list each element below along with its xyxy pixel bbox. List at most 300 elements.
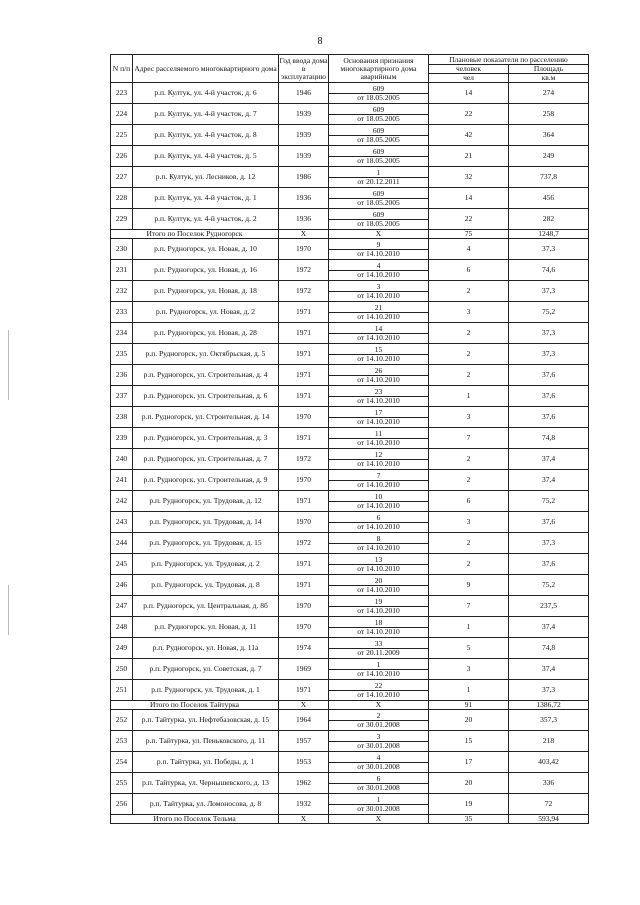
table-row xyxy=(111,239,589,260)
cell-year: 1964 xyxy=(279,710,329,731)
cell-year: 1971 xyxy=(279,554,329,575)
cell-year: 1972 xyxy=(279,281,329,302)
cell-num: 233 xyxy=(111,302,133,323)
basis-date: от 14.10.2010 xyxy=(357,269,400,279)
cell-address: р.п. Рудногорск, ул. Новая, д. 18 xyxy=(133,281,279,302)
cell-year: 1970 xyxy=(279,470,329,491)
cell-num: 255 xyxy=(111,773,133,794)
basis-date: от 14.10.2010 xyxy=(357,458,400,468)
cell-people: 6 xyxy=(429,260,509,281)
basis-number: 33 xyxy=(329,640,428,649)
cell-address: р.п. Рудногорск, ул. Октябрьская, д. 5 xyxy=(133,344,279,365)
cell-num: 229 xyxy=(111,209,133,230)
cell-address: р.п. Рудногорск, ул. Строительная, д. 14 xyxy=(133,407,279,428)
basis-date: от 14.10.2010 xyxy=(357,248,400,258)
cell-people: 7 xyxy=(429,428,509,449)
cell-people: 2 xyxy=(429,344,509,365)
basis-number: 4 xyxy=(329,262,428,271)
basis-number: 6 xyxy=(329,514,428,523)
cell-area: 37,3 xyxy=(509,533,589,554)
cell-people: 20 xyxy=(429,710,509,731)
cell-basis xyxy=(329,302,429,323)
cell-address: р.п. Рудногорск, ул. Трудовая, д. 2 xyxy=(133,554,279,575)
cell-num: 245 xyxy=(111,554,133,575)
table-row xyxy=(111,209,589,230)
cell-people: 2 xyxy=(429,470,509,491)
cell-year: 1936 xyxy=(279,188,329,209)
header-people-unit: чел xyxy=(429,74,509,83)
cell-num: 235 xyxy=(111,344,133,365)
cell-basis xyxy=(329,104,429,125)
cell-year: 1970 xyxy=(279,617,329,638)
cell-year: 1970 xyxy=(279,596,329,617)
table-row xyxy=(111,302,589,323)
cell-people: 3 xyxy=(429,512,509,533)
cell-basis xyxy=(329,344,429,365)
cell-people: 1 xyxy=(429,386,509,407)
basis-number: 7 xyxy=(329,472,428,481)
cell-num: 253 xyxy=(111,731,133,752)
table-row xyxy=(111,575,589,596)
subtotal-row xyxy=(111,230,589,239)
basis-number: 609 xyxy=(329,106,428,115)
table-row xyxy=(111,281,589,302)
basis-number: 14 xyxy=(329,325,428,334)
basis-date: от 14.10.2010 xyxy=(357,584,400,594)
cell-people: 6 xyxy=(429,491,509,512)
cell-people: 2 xyxy=(429,365,509,386)
basis-date: от 14.10.2010 xyxy=(357,500,400,510)
cell-num: 225 xyxy=(111,125,133,146)
subtotal-label: Итого по Поселок Тайтурка xyxy=(111,701,279,710)
cell-people: 2 xyxy=(429,554,509,575)
table-row xyxy=(111,125,589,146)
table-row xyxy=(111,554,589,575)
subtotal-basis: X xyxy=(329,701,429,710)
cell-area: 74,8 xyxy=(509,638,589,659)
cell-address: р.п. Тайтурка, ул. Пеньковского, д. 11 xyxy=(133,731,279,752)
cell-people: 2 xyxy=(429,323,509,344)
cell-area: 37,6 xyxy=(509,512,589,533)
table-row xyxy=(111,188,589,209)
cell-people: 1 xyxy=(429,680,509,701)
header-year: Год ввода дома в эксплуатацию xyxy=(279,55,328,81)
cell-year: 1971 xyxy=(279,302,329,323)
basis-number: 12 xyxy=(329,451,428,460)
basis-date: от 14.10.2010 xyxy=(357,689,400,699)
cell-area: 75,2 xyxy=(509,491,589,512)
header-address: Адрес расселяемого многоквартирного дома xyxy=(133,55,279,83)
cell-num: 238 xyxy=(111,407,133,428)
basis-date: от 14.10.2010 xyxy=(357,332,400,342)
cell-people: 17 xyxy=(429,752,509,773)
cell-basis xyxy=(329,533,429,554)
cell-year: 1957 xyxy=(279,731,329,752)
cell-basis xyxy=(329,365,429,386)
cell-basis xyxy=(329,773,429,794)
cell-basis xyxy=(329,575,429,596)
basis-date: от 14.10.2010 xyxy=(357,626,400,636)
cell-people: 22 xyxy=(429,104,509,125)
cell-people: 5 xyxy=(429,638,509,659)
cell-address: р.п. Рудногорск, ул. Трудовая, д. 15 xyxy=(133,533,279,554)
cell-year: 1939 xyxy=(279,125,329,146)
cell-basis xyxy=(329,659,429,680)
cell-year: 1986 xyxy=(279,167,329,188)
cell-basis xyxy=(329,167,429,188)
cell-year: 1971 xyxy=(279,428,329,449)
resettlement-table xyxy=(110,54,589,824)
basis-number: 1 xyxy=(329,661,428,670)
cell-address: р.п. Рудногорск, ул. Новая, д. 2 xyxy=(133,302,279,323)
cell-area: 37,3 xyxy=(509,323,589,344)
cell-people: 4 xyxy=(429,239,509,260)
header-area: Площадь xyxy=(509,65,589,74)
cell-address: р.п. Рудногорск, ул. Центральная, д. 8б xyxy=(133,596,279,617)
cell-address: р.п. Рудногорск, ул. Трудовая, д. 1 xyxy=(133,680,279,701)
cell-basis xyxy=(329,386,429,407)
subtotal-people: 35 xyxy=(429,815,509,824)
cell-basis xyxy=(329,449,429,470)
cell-area: 357,3 xyxy=(509,710,589,731)
table-row xyxy=(111,167,589,188)
basis-number: 17 xyxy=(329,409,428,418)
cell-area: 37,4 xyxy=(509,470,589,491)
cell-area: 37,6 xyxy=(509,554,589,575)
cell-address: р.п. Рудногорск, ул. Новая, д. 10 xyxy=(133,239,279,260)
cell-people: 2 xyxy=(429,449,509,470)
table-row xyxy=(111,449,589,470)
basis-date: от 14.10.2010 xyxy=(357,542,400,552)
cell-address: р.п. Рудногорск, ул. Трудовая, д. 8 xyxy=(133,575,279,596)
cell-address: р.п. Рудногорск, ул. Строительная, д. 4 xyxy=(133,365,279,386)
cell-num: 250 xyxy=(111,659,133,680)
subtotal-row xyxy=(111,815,589,824)
basis-date: от 14.10.2010 xyxy=(357,395,400,405)
basis-number: 1 xyxy=(329,796,428,805)
cell-basis xyxy=(329,83,429,104)
cell-address: р.п. Култук, ул. Лесников, д. 12 xyxy=(133,167,279,188)
cell-address: р.п. Рудногорск, ул. Строительная, д. 6 xyxy=(133,386,279,407)
table-row xyxy=(111,596,589,617)
table-row xyxy=(111,83,589,104)
basis-date: от 14.10.2010 xyxy=(357,374,400,384)
cell-basis xyxy=(329,554,429,575)
table-row xyxy=(111,146,589,167)
cell-num: 239 xyxy=(111,428,133,449)
cell-year: 1946 xyxy=(279,83,329,104)
cell-year: 1939 xyxy=(279,104,329,125)
cell-year: 1953 xyxy=(279,752,329,773)
table-row xyxy=(111,731,589,752)
cell-people: 2 xyxy=(429,533,509,554)
cell-num: 246 xyxy=(111,575,133,596)
table-row xyxy=(111,260,589,281)
cell-year: 1974 xyxy=(279,638,329,659)
basis-number: 23 xyxy=(329,388,428,397)
cell-area: 37,6 xyxy=(509,365,589,386)
cell-basis xyxy=(329,239,429,260)
header-people: человек xyxy=(429,65,509,74)
cell-people: 7 xyxy=(429,596,509,617)
cell-year: 1962 xyxy=(279,773,329,794)
cell-area: 75,2 xyxy=(509,302,589,323)
subtotal-people: 91 xyxy=(429,701,509,710)
cell-year: 1936 xyxy=(279,209,329,230)
basis-number: 3 xyxy=(329,733,428,742)
cell-area: 37,3 xyxy=(509,344,589,365)
basis-number: 4 xyxy=(329,754,428,763)
cell-num: 224 xyxy=(111,104,133,125)
basis-date: от 20.11.2009 xyxy=(357,647,400,657)
cell-basis xyxy=(329,710,429,731)
basis-number: 18 xyxy=(329,619,428,628)
basis-number: 2 xyxy=(329,712,428,721)
cell-basis xyxy=(329,470,429,491)
table-row xyxy=(111,773,589,794)
basis-date: от 14.10.2010 xyxy=(357,521,400,531)
subtotal-basis: X xyxy=(329,815,429,824)
cell-area: 282 xyxy=(509,209,589,230)
table-row xyxy=(111,617,589,638)
basis-number: 9 xyxy=(329,241,428,250)
basis-number: 6 xyxy=(329,775,428,784)
cell-address: р.п. Култук, ул. 4-й участок, д. 5 xyxy=(133,146,279,167)
table-row xyxy=(111,794,589,815)
cell-num: 232 xyxy=(111,281,133,302)
cell-area: 403,42 xyxy=(509,752,589,773)
cell-num: 223 xyxy=(111,83,133,104)
table-row xyxy=(111,533,589,554)
basis-number: 609 xyxy=(329,190,428,199)
cell-num: 241 xyxy=(111,470,133,491)
basis-number: 609 xyxy=(329,85,428,94)
subtotal-area: 593,94 xyxy=(509,815,589,824)
subtotal-people: 75 xyxy=(429,230,509,239)
table-row xyxy=(111,386,589,407)
cell-year: 1972 xyxy=(279,260,329,281)
table-row xyxy=(111,659,589,680)
cell-num: 240 xyxy=(111,449,133,470)
basis-number: 609 xyxy=(329,127,428,136)
cell-year: 1971 xyxy=(279,365,329,386)
cell-basis xyxy=(329,428,429,449)
table-row xyxy=(111,512,589,533)
basis-date: от 14.10.2010 xyxy=(357,479,400,489)
cell-num: 254 xyxy=(111,752,133,773)
cell-area: 37,6 xyxy=(509,386,589,407)
cell-address: р.п. Тайтурка, ул. Ломоносова, д. 8 xyxy=(133,794,279,815)
cell-basis xyxy=(329,323,429,344)
cell-address: р.п. Рудногорск, ул. Новая, д. 16 xyxy=(133,260,279,281)
cell-num: 249 xyxy=(111,638,133,659)
cell-area: 737,8 xyxy=(509,167,589,188)
subtotal-year: X xyxy=(279,815,329,824)
table-row xyxy=(111,104,589,125)
cell-num: 247 xyxy=(111,596,133,617)
cell-address: р.п. Рудногорск, ул. Новая, д. 28 xyxy=(133,323,279,344)
cell-num: 227 xyxy=(111,167,133,188)
cell-basis xyxy=(329,281,429,302)
subtotal-basis: X xyxy=(329,230,429,239)
cell-basis xyxy=(329,638,429,659)
basis-number: 22 xyxy=(329,682,428,691)
cell-area: 37,4 xyxy=(509,449,589,470)
cell-area: 37,3 xyxy=(509,239,589,260)
basis-number: 26 xyxy=(329,367,428,376)
basis-date: от 30.01.2008 xyxy=(357,803,400,813)
basis-date: от 18.05.2005 xyxy=(357,218,400,228)
cell-year: 1969 xyxy=(279,659,329,680)
cell-people: 1 xyxy=(429,617,509,638)
cell-year: 1970 xyxy=(279,407,329,428)
cell-year: 1971 xyxy=(279,386,329,407)
table-body xyxy=(111,83,589,824)
cell-basis xyxy=(329,752,429,773)
basis-date: от 14.10.2010 xyxy=(357,290,400,300)
basis-date: от 14.10.2010 xyxy=(357,563,400,573)
basis-date: от 14.10.2010 xyxy=(357,668,400,678)
cell-area: 74,6 xyxy=(509,260,589,281)
table-row xyxy=(111,710,589,731)
cell-basis xyxy=(329,512,429,533)
basis-number: 20 xyxy=(329,577,428,586)
cell-area: 37,4 xyxy=(509,617,589,638)
cell-basis xyxy=(329,731,429,752)
cell-address: р.п. Рудногорск, ул. Строительная, д. 9 xyxy=(133,470,279,491)
table-row xyxy=(111,680,589,701)
basis-number: 10 xyxy=(329,493,428,502)
basis-date: от 30.01.2008 xyxy=(357,719,400,729)
cell-address: р.п. Култук, ул. 4-й участок, д. 1 xyxy=(133,188,279,209)
cell-area: 336 xyxy=(509,773,589,794)
basis-date: от 18.05.2005 xyxy=(357,197,400,207)
cell-year: 1972 xyxy=(279,449,329,470)
basis-date: от 14.10.2010 xyxy=(357,437,400,447)
cell-num: 252 xyxy=(111,710,133,731)
basis-date: от 14.10.2010 xyxy=(357,353,400,363)
table-row xyxy=(111,407,589,428)
subtotal-label: Итого по Поселок Тельма xyxy=(111,815,279,824)
cell-year: 1972 xyxy=(279,533,329,554)
cell-area: 75,2 xyxy=(509,575,589,596)
cell-num: 236 xyxy=(111,365,133,386)
cell-address: р.п. Тайтурка, ул. Победы, д. 1 xyxy=(133,752,279,773)
cell-num: 251 xyxy=(111,680,133,701)
basis-number: 609 xyxy=(329,211,428,220)
cell-num: 231 xyxy=(111,260,133,281)
subtotal-label: Итого по Поселок Рудногорск xyxy=(111,230,279,239)
header-plan: Плановые показатели по расселению xyxy=(429,55,589,65)
cell-num: 226 xyxy=(111,146,133,167)
cell-basis xyxy=(329,491,429,512)
basis-date: от 14.10.2010 xyxy=(357,605,400,615)
table-row xyxy=(111,491,589,512)
cell-address: р.п. Култук, ул. 4-й участок, д. 7 xyxy=(133,104,279,125)
cell-num: 242 xyxy=(111,491,133,512)
cell-area: 37,6 xyxy=(509,407,589,428)
cell-year: 1971 xyxy=(279,575,329,596)
cell-people: 3 xyxy=(429,659,509,680)
cell-num: 228 xyxy=(111,188,133,209)
basis-number: 15 xyxy=(329,346,428,355)
cell-basis xyxy=(329,794,429,815)
basis-number: 21 xyxy=(329,304,428,313)
basis-date: от 30.01.2008 xyxy=(357,782,400,792)
cell-num: 243 xyxy=(111,512,133,533)
cell-people: 19 xyxy=(429,794,509,815)
basis-date: от 18.05.2005 xyxy=(357,92,400,102)
cell-basis xyxy=(329,617,429,638)
header-num: N п/п xyxy=(111,55,133,83)
cell-address: р.п. Тайтурка, ул. Нефтебазовская, д. 15 xyxy=(133,710,279,731)
cell-people: 14 xyxy=(429,188,509,209)
cell-num: 234 xyxy=(111,323,133,344)
table-row xyxy=(111,323,589,344)
cell-basis xyxy=(329,680,429,701)
cell-year: 1939 xyxy=(279,146,329,167)
cell-people: 3 xyxy=(429,407,509,428)
cell-address: р.п. Култук, ул. 4-й участок, д. 8 xyxy=(133,125,279,146)
cell-basis xyxy=(329,407,429,428)
basis-number: 609 xyxy=(329,148,428,157)
cell-people: 3 xyxy=(429,302,509,323)
cell-address: р.п. Рудногорск, ул. Строительная, д. 7 xyxy=(133,449,279,470)
cell-area: 274 xyxy=(509,83,589,104)
cell-basis xyxy=(329,146,429,167)
cell-year: 1970 xyxy=(279,512,329,533)
cell-area: 249 xyxy=(509,146,589,167)
basis-date: от 20.12.2011 xyxy=(357,176,400,186)
scan-artifact-line xyxy=(8,585,9,635)
cell-basis xyxy=(329,596,429,617)
cell-people: 32 xyxy=(429,167,509,188)
cell-people: 2 xyxy=(429,281,509,302)
cell-num: 244 xyxy=(111,533,133,554)
basis-number: 11 xyxy=(329,430,428,439)
cell-address: р.п. Рудногорск, ул. Трудовая, д. 14 xyxy=(133,512,279,533)
basis-date: от 30.01.2008 xyxy=(357,740,400,750)
subtotal-area: 1386,72 xyxy=(509,701,589,710)
cell-area: 37,3 xyxy=(509,281,589,302)
cell-area: 237,5 xyxy=(509,596,589,617)
cell-people: 42 xyxy=(429,125,509,146)
cell-year: 1971 xyxy=(279,323,329,344)
cell-people: 9 xyxy=(429,575,509,596)
cell-year: 1970 xyxy=(279,239,329,260)
cell-year: 1971 xyxy=(279,344,329,365)
cell-num: 230 xyxy=(111,239,133,260)
cell-people: 22 xyxy=(429,209,509,230)
table-row xyxy=(111,344,589,365)
subtotal-year: X xyxy=(279,701,329,710)
cell-num: 256 xyxy=(111,794,133,815)
cell-people: 14 xyxy=(429,83,509,104)
cell-address: р.п. Рудногорск, ул. Строительная, д. 3 xyxy=(133,428,279,449)
cell-year: 1932 xyxy=(279,794,329,815)
scan-artifact-line xyxy=(8,330,9,400)
table-row xyxy=(111,752,589,773)
basis-date: от 14.10.2010 xyxy=(357,416,400,426)
cell-address: р.п. Култук, ул. 4-й участок, д. 2 xyxy=(133,209,279,230)
cell-people: 20 xyxy=(429,773,509,794)
cell-basis xyxy=(329,188,429,209)
cell-num: 237 xyxy=(111,386,133,407)
basis-number: 3 xyxy=(329,283,428,292)
header-basis: Основания признания многоквартирного дома аварийным xyxy=(329,55,429,83)
cell-area: 72 xyxy=(509,794,589,815)
header-area-unit: кв.м xyxy=(509,74,589,83)
